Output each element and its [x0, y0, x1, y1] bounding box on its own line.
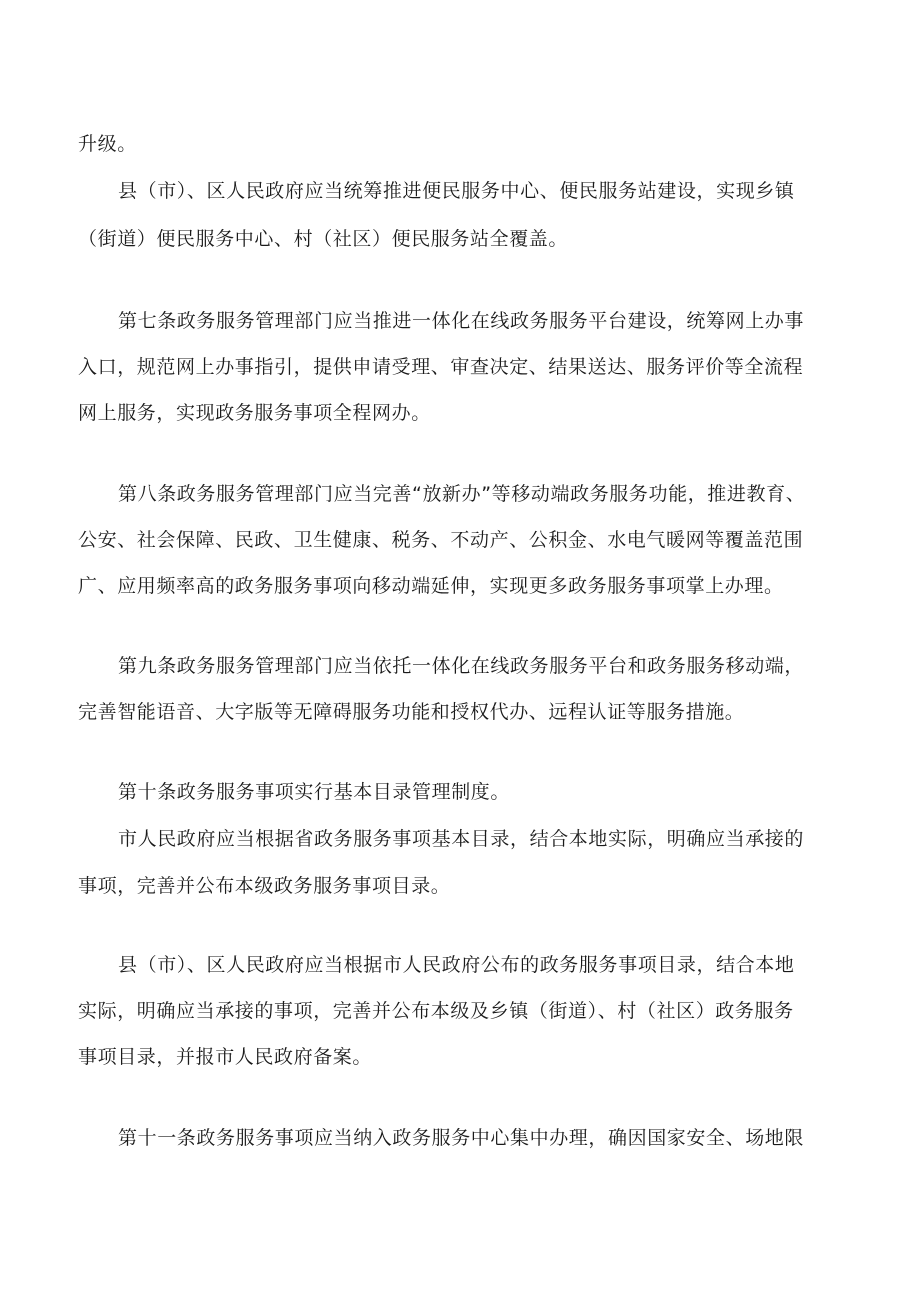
text-line: （街道）便民服务中心、村（社区）便民服务站全覆盖。 — [78, 228, 569, 250]
text-line: 事项目录，并报市人民政府备案。 — [78, 1046, 373, 1068]
text-line: 事项，完善并公布本级政务服务事项目录。 — [78, 875, 451, 897]
text-line: 第八条政务服务管理部门应当完善“放新办”等移动端政务服务功能，推进教育、 — [118, 483, 806, 505]
text-line: 第九条政务服务管理部门应当依托一体化在线政务服务平台和政务服务移动端， — [118, 655, 805, 677]
text-line: 第十一条政务服务事项应当纳入政务服务中心集中办理，确因国家安全、场地限 — [118, 1127, 805, 1149]
text-line: 第十条政务服务事项实行基本目录管理制度。 — [118, 781, 511, 803]
text-line: 完善智能语音、大字版等无障碍服务功能和授权代办、远程认证等服务措施。 — [78, 701, 745, 723]
text-line: 升级。 — [78, 133, 137, 155]
text-line: 入口，规范网上办事指引，提供申请受理、审查决定、结果送达、服务评价等全流程 — [78, 356, 804, 378]
text-line: 实际，明确应当承接的事项，完善并公布本级及乡镇（街道）、村（社区）政务服务 — [78, 1000, 794, 1022]
text-line: 县（市）、区人民政府应当统筹推进便民服务中心、便民服务站建设，实现乡镇 — [118, 180, 795, 202]
text-line: 县（市）、区人民政府应当根据市人民政府公布的政务服务事项目录，结合本地 — [118, 954, 795, 976]
text-line: 公安、社会保障、民政、卫生健康、税务、不动产、公积金、水电气暖网等覆盖范围 — [78, 529, 804, 551]
text-line: 网上服务，实现政务服务事项全程网办。 — [78, 402, 431, 424]
text-line: 市人民政府应当根据省政务服务事项基本目录，结合本地实际，明确应当承接的 — [118, 828, 805, 850]
text-line: 第七条政务服务管理部门应当推进一体化在线政务服务平台建设，统筹网上办事 — [118, 310, 805, 332]
text-line: 广、应用频率高的政务服务事项向移动端延伸，实现更多政务服务事项掌上办理。 — [78, 575, 784, 597]
